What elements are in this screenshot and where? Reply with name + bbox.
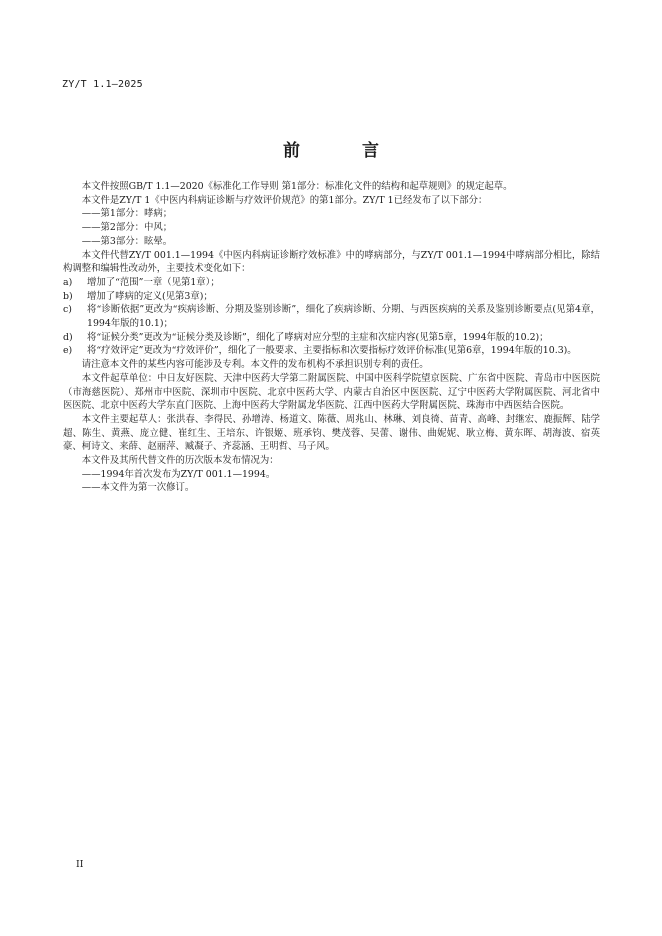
change-item-marker: b) — [63, 290, 73, 302]
paragraph-patent-notice: 请注意本文件的某些内容可能涉及专利。本文件的发布机构不承担识别专利的责任。 — [81, 359, 429, 371]
change-item-text: 将“疗效评定”更改为“疗效评价”，细化了一般要求、主要指标和次要指标疗效评价标准(见第6章，1994年版的10.3)。 — [87, 345, 577, 357]
change-item-marker: e) — [63, 345, 73, 357]
change-item — [63, 290, 600, 304]
paragraph-drafting-units: 本文件起草单位：中日友好医院、天津中医药大学第二附属医院、中国中医科学院望京医院、广东省中医院、青岛市中医医院（市海慈医院）、郑州市中医院、深圳市中医院、北京中医药大学、内蒙古自治区中医医院、辽宁中医药大学附属医院、河北省中医医院、北京中医药大学东直门医院、上海中医药大学附属龙华医院、江西中医药大学附属医院、珠海市中西医结合医院。 — [63, 372, 600, 412]
history-item-1: ——1994年首次发布为ZY/T 001.1—1994。 — [81, 468, 276, 480]
change-item — [63, 331, 600, 345]
change-item — [63, 344, 600, 358]
part-item-1: ——第1部分：哮病； — [81, 208, 173, 220]
history-item-2: ——本文件为第一次修订。 — [81, 482, 195, 494]
change-item-text: 增加了哮病的定义(见第3章)； — [87, 290, 213, 302]
change-item-marker: d) — [63, 331, 73, 343]
part-item-3: ——第3部分：眩晕。 — [81, 235, 173, 247]
change-item-text: 将“证候分类”更改为“证候分类及诊断”，细化了哮病对应分型的主症和次症内容(见第5章，1994年版的10.2)； — [87, 331, 549, 343]
page-number: II — [76, 859, 84, 870]
page-title: 前 言 — [283, 141, 407, 161]
change-item-marker: c) — [63, 304, 72, 316]
part-item-2: ——第2部分：中风； — [81, 222, 173, 234]
change-item — [63, 303, 600, 330]
paragraph-replacement: 本文件代替ZY/T 001.1—1994《中医内科病证诊断疗效标准》中的哮病部分，与ZY/T 001.1—1994中哮病部分相比，除结构调整和编辑性改动外，主要技术变化如下： — [63, 249, 600, 275]
change-item — [63, 276, 600, 290]
change-item-marker: a) — [63, 276, 73, 288]
foreword-body — [63, 180, 600, 495]
change-item-text: 增加了“范围”一章（见第1章）； — [87, 276, 220, 288]
change-item-text: 将“诊断依据”更改为“疾病诊断、分期及鉴别诊断”，细化了疾病诊断、分期、与西医疾病的关系及鉴别诊断要点(见第4章，1994年版的10.1)； — [87, 304, 600, 330]
paragraph-basis: 本文件按照GB/T 1.1—2020《标准化工作导则 第1部分：标准化文件的结构和起草规则》的规定起草。 — [81, 181, 513, 192]
paragraph-drafters: 本文件主要起草人：张洪春、李得民、孙增涛、杨道文、陈薇、周兆山、林琳、刘良徛、苗青、高峰、封继宏、鹿振辉、陆学超、陈生、黄燕、庞立健、崔红生、王培东、许银姬、班承钧、樊茂蓉、吴蕾、谢伟、曲妮妮、耿立梅、黄东晖、胡海波、宿英豪、柯诗文、来薛、赵丽萍、臧凝子、齐蕊涵、王明哲、马子风。 — [63, 413, 600, 453]
document-id: ZY/T 1.1—2025 — [62, 79, 143, 90]
paragraph-history-intro: 本文件及其所代替文件的历次版本发布情况为： — [81, 455, 279, 467]
paragraph-series: 本文件是ZY/T 1《中医内科病证诊断与疗效评价规范》的第1部分。ZY/T 1已经发布了以下部分： — [81, 194, 488, 206]
